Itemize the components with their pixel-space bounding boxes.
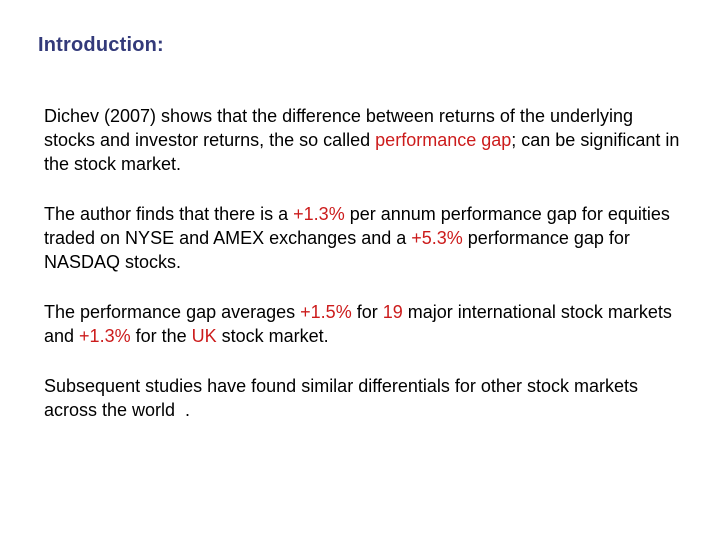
text-run: major international stock markets and <box>44 302 672 346</box>
text-run: per annum performance gap for equities traded on NYSE and AMEX exchanges and a <box>44 204 670 248</box>
text-run: performance gap for NASDAQ stocks. <box>44 228 630 272</box>
text-run: The author finds that there is a <box>44 204 294 224</box>
paragraph-performance-gap <box>44 104 684 176</box>
highlight-international-gap: +1.5% <box>300 302 352 322</box>
text-run: ; can be significant in the stock market. <box>44 130 680 174</box>
slide-content <box>44 104 684 448</box>
text-run: for <box>351 302 383 322</box>
highlight-uk-gap: +1.3% <box>79 326 131 346</box>
text-run: for the <box>130 326 192 346</box>
highlight-uk: UK <box>191 326 217 346</box>
slide-title: Introduction: <box>38 34 164 56</box>
highlight-performance-gap: performance gap <box>375 130 512 150</box>
text-run: stock market. <box>216 326 329 346</box>
highlight-market-count: 19 <box>382 302 403 322</box>
highlight-nyse-amex-gap: +1.3% <box>293 204 345 224</box>
paragraph-subsequent-studies <box>44 374 684 422</box>
text-run: Subsequent studies have found similar differentials for other stock markets across the world . <box>44 376 638 420</box>
highlight-nasdaq-gap: +5.3% <box>411 228 463 248</box>
paragraph-nyse-nasdaq <box>44 202 684 274</box>
text-run: The performance gap averages <box>44 302 301 322</box>
paragraph-international <box>44 300 684 348</box>
text-run: Dichev (2007) shows that the difference between returns of the underlying stocks and investor returns, the so called <box>44 106 634 150</box>
